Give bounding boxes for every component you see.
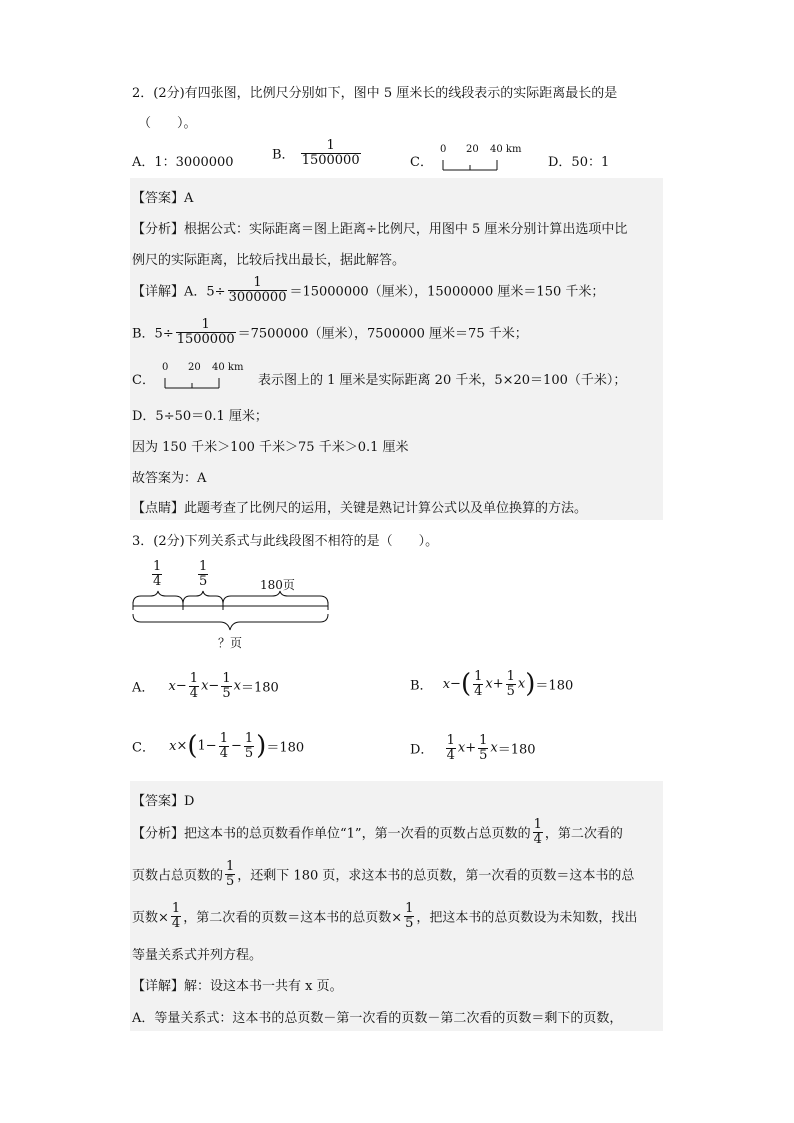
analysis-text: ，把这本书的总页数设为未知数，找出 [416,910,638,926]
detail-b-prefix: B．5÷ [132,326,174,342]
fraction-denominator: 4 [474,683,483,699]
fraction-denominator: 4 [171,915,181,931]
fraction-numerator: 1 [171,901,181,916]
fraction-denominator: 3000000 [228,289,287,305]
q3-stem: 3．(2分)下列关系式与此线段图不相符的是（ ）。 [132,534,439,549]
q2-detail-c-scale-bar [162,362,252,392]
q3-option-c [132,731,304,761]
var-x: x [169,738,177,754]
fraction-numerator: 1 [405,901,414,916]
scale-label-0: 0 [162,362,169,373]
fraction-numerator: 1 [219,730,228,746]
fraction-fifth [225,860,235,888]
fraction-fifth [221,672,231,700]
q2-detail-a [132,276,604,304]
q3-option-d [410,734,536,762]
fraction-quarter [171,902,181,930]
equals-180: ＝180 [535,678,574,694]
option-label: C． [132,740,155,756]
op-plus: + [465,740,477,756]
op-minus: − [205,738,217,754]
analysis-text: 【分析】把这本书的总页数看作单位“1”，第一次看的页数占总页数的 [132,826,531,842]
fraction-numerator: 1 [199,559,208,574]
fraction-numerator: 1 [533,817,542,832]
q2-option-c-label: C． [410,155,433,170]
segment-3-label: 180页 [260,578,295,592]
fraction-denominator: 1500000 [176,331,235,347]
op-times: × [176,738,188,754]
op-minus: − [175,678,187,694]
fraction-fifth [244,732,254,760]
fraction-denominator: 5 [479,747,488,763]
op-minus: − [208,678,220,694]
q3-analysis-line4: 等量关系式并列方程。 [132,948,263,963]
op-minus: − [450,676,461,692]
q2-option-b [272,139,363,167]
fraction-fifth [404,902,414,930]
scale-label-40: 40 km [490,144,522,155]
detail-b-fraction [176,318,236,346]
fraction-numerator: 1 [226,859,235,874]
paren-open: ( [187,731,198,761]
q2-analysis-line2: 例尺的实际距离，比较后找出最长，据此解答。 [132,253,406,268]
q2-answer: 【答案】A [132,191,194,206]
fraction-denominator: 4 [153,573,162,589]
detail-a-fraction [228,276,288,304]
fraction-numerator: 1 [228,276,288,291]
fraction-numerator: 1 [244,730,254,746]
paren-close: ) [525,669,536,699]
q2-stem-line1: 2．(2分)有四张图，比例尺分别如下，图中 5 厘米长的线段表示的实际距离最长的是 [132,86,618,101]
fraction-numerator: 1 [189,671,199,686]
fraction-numerator: 1 [479,733,488,748]
fraction-fifth [506,670,516,698]
q2-option-c-scale-bar [440,144,530,174]
q2-option-a: A．1：3000000 [132,155,234,170]
detail-a-suffix: ＝15000000（厘米），15000000 厘米＝150 千米； [289,284,605,300]
equals-180: ＝180 [497,742,536,758]
detail-a-prefix: 【详解】A．5÷ [132,284,226,300]
equals-180: ＝180 [240,680,279,696]
var-x: x [201,678,209,694]
fraction-denominator: 4 [189,685,199,701]
op-plus: + [492,676,504,692]
q3-analysis-line1 [132,818,623,846]
fraction-denominator: 5 [222,685,231,701]
fraction-quarter [446,734,456,762]
paren-close: ) [256,731,267,761]
segment-brace-icon [130,590,335,632]
analysis-text: ，还剩下 180 页，求这本书的总页数，第一次看的页数＝这本书的总 [237,868,635,884]
scale-label-20: 20 [466,144,479,155]
q2-option-b-fraction [301,139,361,167]
fraction-denominator: 5 [244,745,254,761]
total-label: ？页 [218,636,243,650]
var-x: x [517,676,526,692]
segment-2-fraction [198,560,208,588]
fraction-numerator: 1 [506,668,515,684]
fraction-fifth [478,734,488,762]
var-x: x [233,678,241,694]
q2-detail-c: C． [132,373,155,388]
fraction-denominator: 5 [405,915,414,931]
q2-compare: 因为 150 千米＞100 千米＞75 千米＞0.1 厘米 [132,440,409,455]
segment-1-fraction [152,560,162,588]
q3-answer: 【答案】D [132,794,195,809]
fraction-quarter [473,670,483,698]
var-x: x [485,676,493,692]
fraction-quarter [219,732,229,760]
q3-segment-diagram [130,560,340,652]
op-minus: − [230,738,242,754]
q2-detail-c-text: 表示图上的 1 厘米是实际距离 20 千米，5×20＝100（千米）； [258,373,627,388]
fraction-quarter [533,818,543,846]
q3-detail-line2: A．等量关系式：这本书的总页数－第一次看的页数－第二次看的页数＝剩下的页数， [132,1011,623,1026]
q3-analysis-line2 [132,860,634,888]
fraction-denominator: 4 [219,745,228,761]
fraction-denominator: 5 [226,873,235,889]
scale-bar-icon [440,158,510,172]
fraction-numerator: 1 [301,139,361,154]
scale-label-0: 0 [440,144,447,155]
fraction-numerator: 1 [176,318,236,333]
q2-option-d: D．50：1 [548,155,610,170]
q2-detail-d: D．5÷50＝0.1 厘米； [132,409,268,424]
fraction-quarter [189,672,199,700]
fraction-numerator: 1 [474,668,483,684]
var-x: x [457,740,466,756]
scale-label-20: 20 [188,362,201,373]
fraction-numerator: 1 [446,733,455,748]
var-x: x [168,678,176,694]
analysis-text: 页数占总页数的 [132,868,224,884]
option-label: D． [410,742,434,758]
fraction-denominator: 5 [506,683,515,699]
scale-bar-icon [162,376,232,390]
q2-comment: 【点睛】此题考查了比例尺的运用，关键是熟记计算公式以及单位换算的方法。 [132,501,588,516]
fraction-denominator: 4 [446,747,455,763]
analysis-text: 页数× [132,910,169,926]
fraction-numerator: 1 [153,559,162,574]
q3-option-a [132,672,279,700]
var-x: x [442,676,451,692]
q3-detail-line1: 【详解】解：设这本书一共有 x 页。 [132,979,343,994]
paren-open: ( [460,669,472,699]
fraction-denominator: 1500000 [301,152,360,168]
q2-option-b-label: B． [272,147,295,163]
equals-180: ＝180 [266,740,305,756]
q2-conclusion: 故答案为：A [132,471,207,486]
one: 1 [197,738,206,754]
option-label: B． [410,678,433,694]
fraction-numerator: 1 [222,671,231,686]
q2-analysis-line1: 【分析】根据公式：实际距离＝图上距离÷比例尺，用图中 5 厘米分别计算出选项中比 [132,222,628,237]
detail-b-suffix: ＝7500000（厘米），7500000 厘米＝75 千米； [237,326,528,342]
scale-label-40: 40 km [212,362,244,373]
option-label: A． [132,680,155,696]
var-x: x [490,740,498,756]
q2-stem-line2: （ ）。 [138,116,197,131]
q3-analysis-line3 [132,902,637,930]
fraction-denominator: 5 [199,573,208,589]
q2-detail-b [132,318,528,346]
fraction-denominator: 4 [533,831,542,847]
analysis-text: ，第二次看的页数＝这本书的总页数× [183,910,403,926]
analysis-text: ，第二次看的 [544,826,623,842]
q3-option-b [410,669,573,699]
